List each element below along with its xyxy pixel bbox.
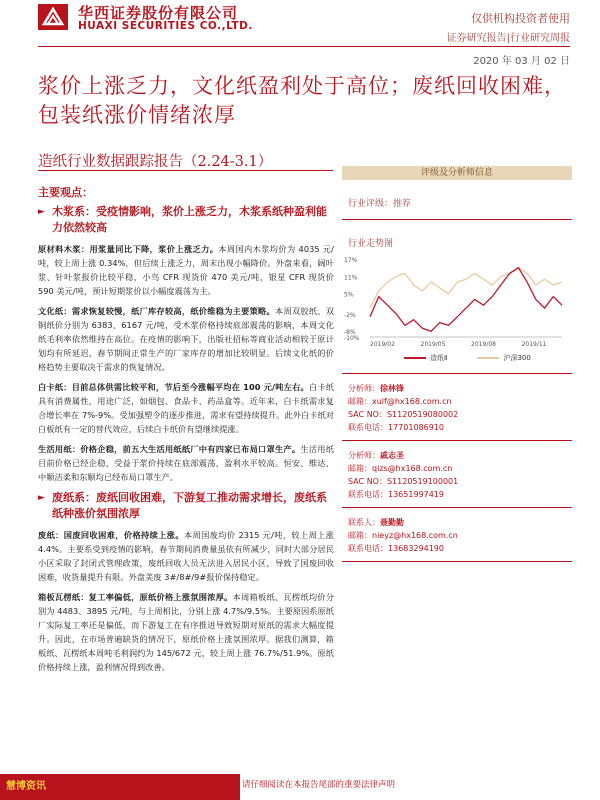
analyst-title-row [348,449,572,462]
x-tick-label: 2019/11 [521,341,547,348]
paragraph-containerboard [38,590,334,674]
para-head: 箱板瓦楞纸： [38,592,89,602]
legend-label-hs300: 沪深300 [503,354,531,362]
para-text: 本周双胶纸、双铜纸价分别为 6383、6167 元/吨，受木浆价格持续底部震荡的影响，本周文化纸毛利率依然维持在高位。在疫情的影响下，出版社招标等商业活动相较于原计划均有所延迟，春节期间正常生产的厂家库存的增加比较明显。后续文化纸的价格趋势主要取决于需求的恢复情况。 [38,306,335,372]
audience-note: 仅供机构投资者使用 [471,12,570,25]
y-tick-label: 5% [344,291,354,299]
rating-sidebar [342,166,572,562]
legend-item-hs300 [477,353,530,363]
para-bold: 需求恢复较慢，纸厂库存较高，纸价维稳为主要策略。 [71,306,275,316]
contact-card [342,516,572,555]
analyst-phone: 联系电话：13651997419 [348,490,444,499]
report-date: 2020 年 03 月 02 日 [473,56,570,67]
para-head: 废纸： [38,530,64,540]
para-bold: 价格企稳，前五大生活用纸纸厂中有四家已布局口罩生产。 [80,444,301,454]
para-head: 生活用纸： [38,444,81,454]
report-title: 浆价上涨乏力，文化纸盈利处于高位；废纸回收困难，包装纸涨价情绪浓厚 [38,74,566,127]
paragraph-cultural-paper [38,304,334,374]
x-tick-label: 2019/08 [471,341,496,348]
report-type-note: 证券研究报告|行业研究周报 [446,33,570,44]
brand-name-cn: 华西证券股份有限公司 [78,4,239,22]
chart-divider [342,373,572,374]
analyst-title: 分析师： [348,451,380,460]
para-text: 本周箱板纸、瓦楞纸均价分别为 4483、3895 元/吨，与上周相比，分别上涨 4.7%/9.5%。主要原因系原纸厂实际复工率还是偏低，而下游复工在有序推进导致短期对原纸的需求大幅度提升。因此，在市场普遍缺货的情况下，原纸价格上涨氛围浓厚。据我们测算，箱板纸、瓦楞纸本周吨毛利润约为 145/672 元，较上周上涨 76.7%/51.9%。原纸价格持续上涨，盈利情况得到改善。 [38,592,334,672]
y-tick-label: 11% [344,274,358,282]
bullet-pulp-series [38,204,334,236]
analyst-sac: SAC NO：S1120519080002 [348,410,459,419]
main-points-column [38,184,334,680]
x-tick-label: 2019/05 [420,341,446,348]
contact-divider [342,561,572,562]
para-text: 生活用纸目前价格已经企稳，受益于浆价持续在底部震荡，盈利水平较高。恒安、维达、中顺洁柔和东顺均已经布局口罩生产。 [38,444,334,482]
para-head: 白卡纸： [38,382,72,392]
paragraph-household-paper [38,442,334,484]
analyst-title-row [348,382,572,395]
trend-chart [342,253,572,371]
rating-header: 评级及分析师信息 [342,166,572,180]
brand-name-en: HUAXI SECURITIES CO.,LTD. [78,20,253,32]
triangle-bullet-icon: ► [38,207,45,217]
analyst-name: 徐林锋 [380,384,404,393]
paragraph-white-card [38,380,334,436]
header-divider [38,46,570,47]
rating-label: 行业评级： [348,199,394,209]
legal-notice: 请仔细阅读在本报告尾部的重要法律声明 [242,780,396,790]
series-line-paper [370,268,562,332]
legend-swatch-paper [404,357,426,359]
analyst-phone: 联系电话：17701086910 [348,423,444,432]
analyst-title: 分析师： [348,384,380,393]
y-tick-label: -10% [344,335,360,342]
analyst-card-1 [342,382,572,434]
contact-title: 联系人： [348,518,380,527]
para-bold: 目前总体供需比较平和，节后至今涨幅平均在 100 元/吨左右。 [71,382,309,392]
analyst-divider [342,507,572,508]
report-subtitle: 造纸行业数据跟踪报告（2.24-3.1） [38,154,273,170]
bullet-text: 木浆系：受疫情影响，浆价上涨乏力，木浆系纸种盈利能力依然较高 [52,205,327,234]
paragraph-pulp [38,242,334,298]
contact-email[interactable]: 邮箱：nieyz@hx168.com.cn [348,531,458,540]
para-bold: 国废回收困难，价格持续上涨。 [63,530,184,540]
analyst-email[interactable]: 邮箱：qizs@hx168.com.cn [348,464,453,473]
para-bold: 用浆量同比下降，浆价上涨乏力。 [89,244,219,254]
y-tick-label: -2% [344,311,356,319]
contact-title-row [348,516,572,529]
industry-rating [342,196,572,209]
contact-name: 聂勤勤 [380,518,404,527]
legend-label-paper: 造纸Ⅱ [430,354,448,362]
analyst-card-2 [342,449,572,501]
para-text: 白卡纸具有消费属性，用途广泛，如烟包、食品卡、药品盒等。近年来，白卡纸需求复合增长率在 7%-9%。受加强塑令的逐步推进，需求有望持续提升。此外白卡纸对白板纸有一定的替代效应，后续白卡纸价有望继续提涨。 [38,382,335,434]
paragraph-waste-paper [38,528,334,584]
bullet-text: 废纸系：废纸回收困难，下游复工推动需求增长，废纸系纸种涨价氛围浓厚 [52,491,327,520]
y-tick-label: 17% [344,257,358,264]
chart-legend [404,353,531,363]
para-head: 原材料木浆： [38,244,90,254]
trend-chart-svg [342,253,572,353]
bullet-waste-paper-series [38,490,334,522]
contact-phone: 联系电话：13683294190 [348,544,444,553]
analyst-name: 戚志圣 [380,451,404,460]
para-text: 本周国废均价 2315 元/吨，较上周上涨 4.4%。主要系受到疫情的影响，春节期间消费量虽依有所减少，同时大部分居民小区采取了封闭式管理政策，废纸回收人员无法进入居民小区，导致了国废回收困难，收货量提升有限。外盘美废 3#/8#/9#报价保持稳定。 [38,530,335,582]
analyst-sac: SAC NO：S1120519100001 [348,477,459,486]
para-head: 文化纸： [38,306,72,316]
analyst-divider [342,440,572,441]
y-tick-label: -8% [344,329,356,337]
subtitle-divider [38,170,333,171]
triangle-bullet-icon: ► [38,493,45,503]
series-line-hs300 [370,268,562,308]
huaxi-logo-icon [38,4,68,30]
rating-divider [342,219,572,220]
legend-item-paper [404,353,447,363]
analyst-email[interactable]: 邮箱：xulf@hx168.com.cn [348,397,452,406]
legend-swatch-hs300 [477,357,499,359]
footer-logo: 慧博资讯 [6,781,46,792]
para-text: 本周国内木浆均价为 4035 元/吨，较上周上涨 0.34%，但后续上涨乏力，周末出现小幅降价。外盘来看，阔叶浆、针叶浆报价比较平稳，小鸟 CFR 现货价 470 美元/吨，银星 CFR 现货价 590 美元/吨，预计短期浆价以小幅度震荡为主。 [38,244,334,296]
para-bold: 复工率偏低，原纸价格上涨氛围浓厚。 [88,592,233,602]
trend-chart-label: 行业走势图 [348,239,394,249]
x-tick-label: 2019/02 [370,341,395,348]
section-heading: 主要观点： [38,186,93,199]
rating-value: 推荐 [393,199,412,209]
